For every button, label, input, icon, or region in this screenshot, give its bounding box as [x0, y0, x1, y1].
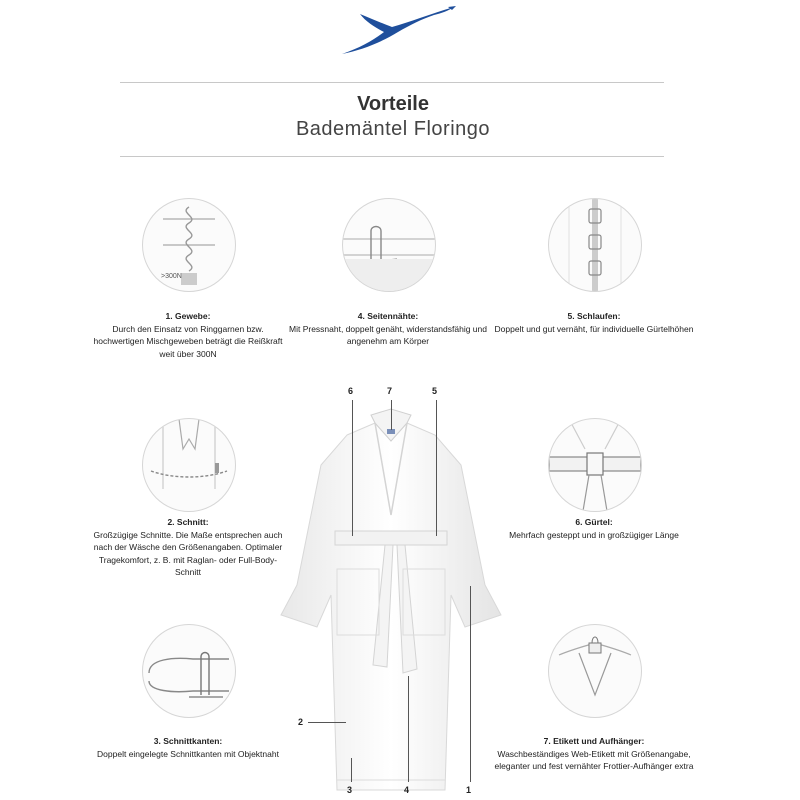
bathrobe-illustration [275, 395, 507, 800]
callout-3-line [351, 758, 352, 782]
callout-7: 7 [387, 386, 393, 396]
cut-edges-icon [142, 624, 236, 718]
callout-1-line [470, 586, 471, 782]
fabric-strength-icon [142, 198, 236, 292]
belt-icon [548, 418, 642, 512]
feature-cut-title: 2. Schnitt: [167, 517, 209, 527]
feature-cut-edges-title: 3. Schnittkanten: [153, 736, 223, 746]
feature-belt-loops-text: Doppelt und gut vernäht, für individuelle Gürtelhöhen [494, 323, 694, 334]
bottom-divider [120, 156, 664, 157]
feature-belt-loops [494, 310, 694, 335]
side-seam-icon [342, 198, 436, 292]
callout-6: 6 [348, 386, 354, 396]
feature-cut-edges [88, 735, 288, 760]
feature-cut [88, 516, 288, 579]
top-divider [120, 82, 664, 83]
feature-belt [494, 516, 694, 541]
strength-label: >300N [161, 273, 182, 280]
feature-cut-edges-text: Doppelt eingelegte Schnittkanten mit Objektnaht [97, 748, 279, 759]
callout-3: 3 [347, 785, 353, 795]
feature-label-hanger-text: Waschbeständiges Web-Etikett mit Größenangabe, eleganter und fest vernähter Frottier-Aufhänger extra [494, 748, 694, 771]
feature-label-hanger-title: 7. Etikett und Aufhänger: [543, 736, 645, 746]
cut-icon [142, 418, 236, 512]
callout-2-line [308, 722, 346, 723]
feature-fabric-text: Durch den Einsatz von Ringgarnen bzw. hochwertigen Mischgeweben beträgt die Reißkraft weit über 300N [93, 323, 283, 359]
feature-fabric-title: 1. Gewebe: [165, 311, 211, 321]
feature-belt-title: 6. Gürtel: [575, 517, 613, 527]
page-title: Vorteile [357, 93, 429, 115]
feature-side-seams-text: Mit Pressnaht, doppelt genäht, widerstandsfähig und angenehm am Körper [289, 323, 487, 346]
callout-7-line [391, 400, 392, 430]
feature-belt-loops-title: 5. Schlaufen: [567, 311, 621, 321]
callout-4-line [408, 676, 409, 782]
callout-5: 5 [432, 386, 438, 396]
feature-side-seams [288, 310, 488, 348]
callout-2: 2 [298, 717, 304, 727]
feature-cut-text: Großzügige Schnitte. Die Maße entsprechen auch nach der Wäsche den Größenangaben. Optimaler Tragekomfort, z. B. mit Raglan- oder Full-Body-Schnitt [93, 529, 283, 577]
callout-5-line [436, 400, 437, 536]
callout-6-line [352, 400, 353, 536]
label-hanger-icon [548, 624, 642, 718]
feature-label-hanger [494, 735, 694, 773]
crane-logo-icon [330, 2, 460, 58]
page-subtitle: Bademäntel Floringo [295, 118, 491, 140]
callout-4: 4 [404, 785, 410, 795]
feature-belt-text: Mehrfach gesteppt und in großzügiger Länge [509, 529, 679, 540]
belt-loops-icon [548, 198, 642, 292]
callout-1: 1 [466, 785, 472, 795]
feature-side-seams-title: 4. Seitennähte: [357, 311, 419, 321]
feature-fabric [88, 310, 288, 360]
